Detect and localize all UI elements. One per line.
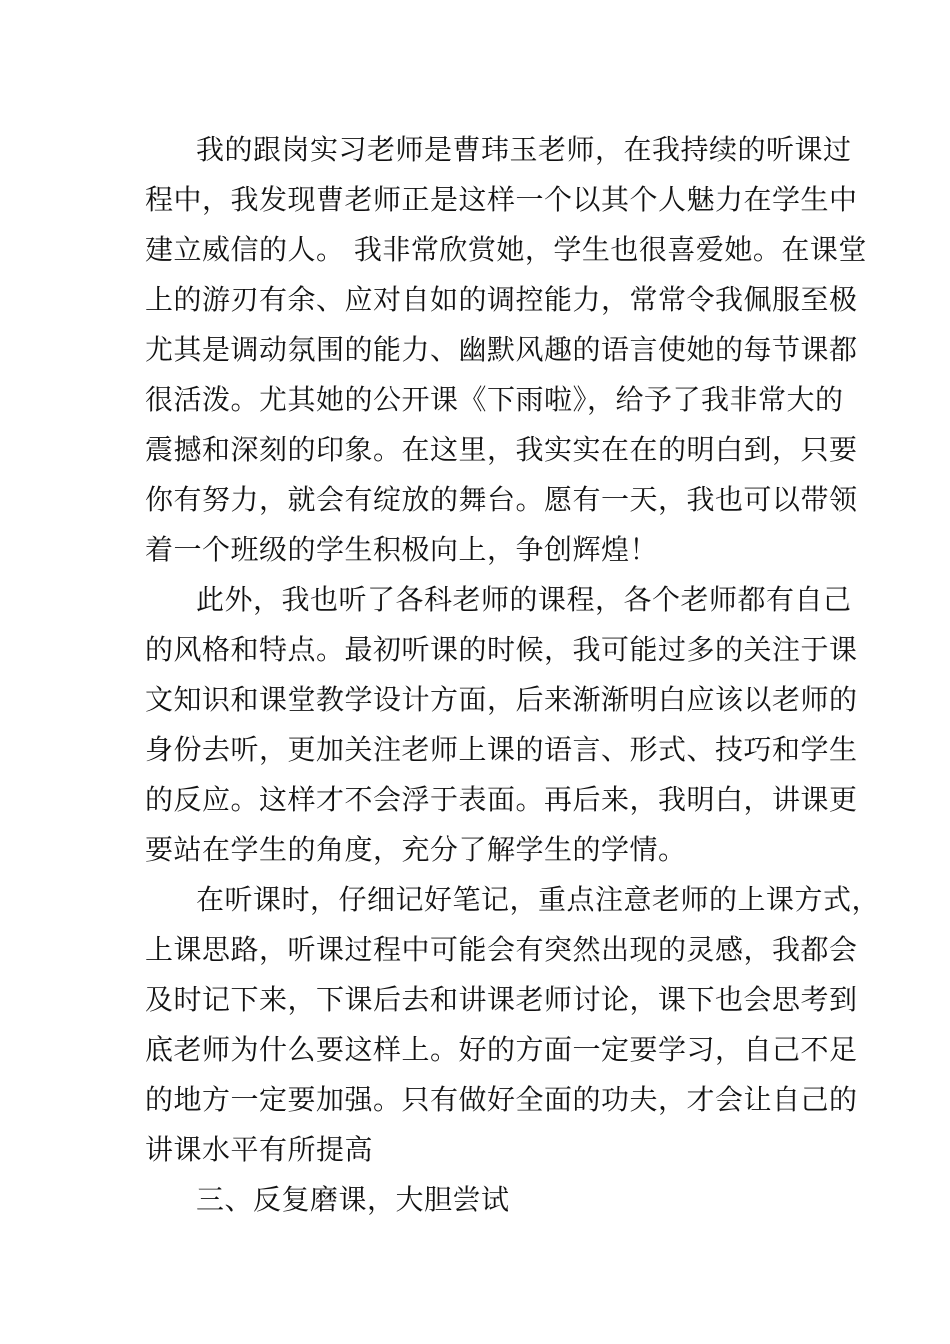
paragraph-1-line-3: 建立威信的人。 我非常欣赏她，学生也很喜爱她。在课堂: [145, 233, 867, 266]
paragraph-2-line-5: 的反应。这样才不会浮于表面。再后来，我明白，讲课更: [145, 783, 858, 816]
paragraph-1-line-6: 很活泼。尤其她的公开课《下雨啦》，给予了我非常大的: [145, 383, 844, 416]
paragraph-2-line-2: 的风格和特点。最初听课的时候，我可能过多的关注于课: [145, 633, 858, 666]
paragraph-3-line-4: 底老师为什么要这样上。好的方面一定要学习，自己不足: [145, 1033, 858, 1066]
paragraph-2-line-1: 此外，我也听了各科老师的课程，各个老师都有自己: [196, 583, 852, 616]
paragraph-1-line-9: 着一个班级的学生积极向上，争创辉煌！: [145, 533, 659, 566]
paragraph-1-line-4: 上的游刃有余、应对自如的调控能力，常常令我佩服至极: [145, 283, 858, 316]
paragraph-2-line-4: 身份去听，更加关注老师上课的语言、形式、技巧和学生: [145, 733, 858, 766]
paragraph-2-line-3: 文知识和课堂教学设计方面，后来渐渐明白应该以老师的: [145, 683, 858, 716]
paragraph-2-line-6: 要站在学生的角度，充分了解学生的学情。: [145, 833, 687, 866]
paragraph-3-line-1: 在听课时，仔细记好笔记，重点注意老师的上课方式，: [196, 883, 881, 916]
paragraph-1-line-2: 程中，我发现曹老师正是这样一个以其个人魅力在学生中: [145, 183, 858, 216]
paragraph-1-line-1: 我的跟岗实习老师是曹玮玉老师，在我持续的听课过: [196, 133, 852, 166]
paragraph-3-line-3: 及时记下来，下课后去和讲课老师讨论，课下也会思考到: [145, 983, 858, 1016]
paragraph-3-line-6: 讲课水平有所提高: [145, 1133, 374, 1166]
paragraph-1-line-7: 震撼和深刻的印象。在这里，我实实在在的明白到，只要: [145, 433, 858, 466]
paragraph-1-line-5: 尤其是调动氛围的能力、幽默风趣的语言使她的每节课都: [145, 333, 858, 366]
paragraph-3-line-2: 上课思路，听课过程中可能会有突然出现的灵感，我都会: [145, 933, 858, 966]
section-heading: 三、反复磨课，大胆尝试: [196, 1183, 510, 1216]
paragraph-1-line-8: 你有努力，就会有绽放的舞台。愿有一天，我也可以带领: [145, 483, 858, 516]
paragraph-3-line-5: 的地方一定要加强。只有做好全面的功夫，才会让自己的: [145, 1083, 858, 1116]
